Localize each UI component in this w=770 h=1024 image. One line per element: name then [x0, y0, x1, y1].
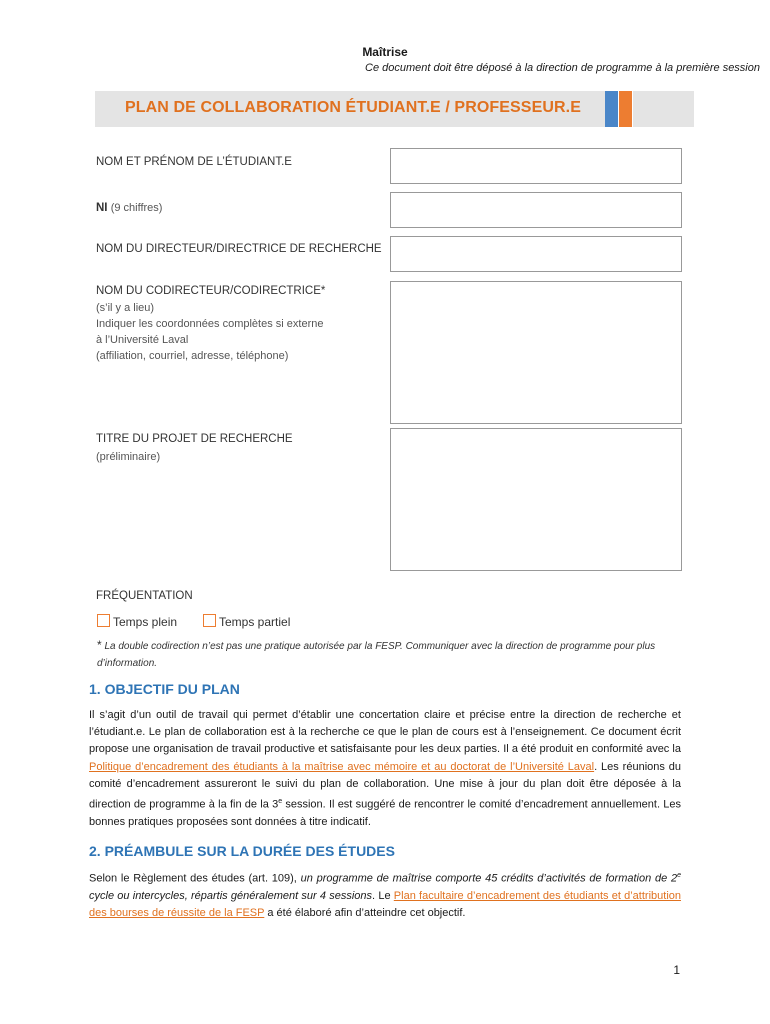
section-2-text-a: Selon le Règlement des études (art. 109), [89, 872, 301, 885]
section-2-text-c: a été élaboré afin d’atteindre cet objectif. [264, 907, 466, 920]
frequentation-label: FRÉQUENTATION [96, 590, 193, 602]
codirecteur-hint-2: Indiquer les coordonnées complètes si externe [96, 318, 324, 330]
titre-label: TITRE DU PROJET DE RECHERCHE [96, 433, 293, 445]
nom-field[interactable] [390, 148, 682, 184]
banner-grey-bar [633, 91, 694, 127]
ni-label-group [96, 200, 162, 216]
temps-partiel-checkbox[interactable] [203, 614, 216, 627]
titre-hint: (préliminaire) [96, 451, 161, 463]
plan-facultaire-link[interactable]: Plan facultaire d’encadrement des étudiants et d’attribution des bourses de réussite de la FESP [89, 889, 681, 920]
section-2-sup: e [677, 872, 682, 879]
page-number: 1 [673, 963, 680, 977]
temps-plein-label: Temps plein [113, 615, 178, 629]
section-1-text-c: session. Il est suggéré de rencontrer le comité d’encadrement annuellement. Les bonnes pratiques proposées sont données à titre indicatif. [89, 798, 681, 828]
section-1-heading: 1. OBJECTIF DU PLAN [89, 681, 240, 697]
document-title: Maîtrise [362, 45, 408, 59]
temps-partiel-label: Temps partiel [219, 615, 291, 629]
politique-link[interactable]: Politique d’encadrement des étudiants à la maîtrise avec mémoire et au doctorat de l’Université Laval [89, 760, 595, 773]
temps-plein-option[interactable] [97, 614, 177, 629]
section-1-text-b: . Les réunions du comité d’encadrement assureront le suivi du plan de collaboration. Une mise à jour du plan doit être déposée à la direction de programme à la fin de la 3 [89, 760, 682, 811]
section-1-paragraph [89, 707, 681, 831]
note-star: * [97, 638, 102, 652]
section-2-text-b: . Le [372, 889, 394, 902]
directeur-field[interactable] [390, 236, 682, 272]
section-2-italic-a: un programme de maîtrise comporte 45 crédits d’activités de formation de 2 [300, 872, 678, 885]
document-subtitle: Ce document doit être déposé à la direction de programme à la première session [365, 62, 760, 74]
banner-orange-bar [619, 91, 632, 127]
section-2-italic-b: cycle ou intercycles, répartis généralement sur 4 sessions [89, 889, 373, 902]
section-2-heading: 2. PRÉAMBULE SUR LA DURÉE DES ÉTUDES [89, 843, 395, 859]
codirecteur-field[interactable] [390, 281, 682, 424]
temps-plein-checkbox[interactable] [97, 614, 110, 627]
banner-blue-bar [605, 91, 618, 127]
section-1-text-a: Il s’agit d’un outil de travail qui permet d’établir une concertation claire et précise entre la direction de recherche et l’étudiant.e. Le plan de collaboration est à la recherche ce que le plan de cours est à l’enseignement. Ce document écrit propose une organisation de travail productive et satisfaisante pour les deux parties. Il a été produit en conformité avec la [89, 709, 681, 756]
ni-hint: (9 chiffres) [110, 202, 163, 214]
section-2-paragraph [89, 867, 681, 922]
ni-label: NI [96, 202, 108, 214]
codirecteur-hint-3: à l’Université Laval [96, 334, 189, 346]
temps-partiel-option[interactable] [203, 614, 290, 629]
nom-label: NOM ET PRÉNOM DE L’ÉTUDIANT.E [96, 156, 292, 168]
section-1-sup: e [278, 798, 283, 806]
codirecteur-hint-1: (s’il y a lieu) [96, 302, 155, 314]
codirecteur-hint-4: (affiliation, courriel, adresse, téléphone) [96, 350, 289, 362]
codirection-note [97, 637, 697, 672]
ni-field[interactable] [390, 192, 682, 228]
codirecteur-label: NOM DU CODIRECTEUR/CODIRECTRICE* [96, 285, 326, 297]
banner-title: PLAN DE COLLABORATION ÉTUDIANT.E / PROFESSEUR.E [125, 99, 581, 116]
directeur-label: NOM DU DIRECTEUR/DIRECTRICE DE RECHERCHE [96, 243, 382, 255]
note-text: La double codirection n’est pas une pratique autorisée par la FESP. Communiquer avec la direction de programme pour plus d’information. [97, 641, 656, 669]
titre-field[interactable] [390, 428, 682, 571]
